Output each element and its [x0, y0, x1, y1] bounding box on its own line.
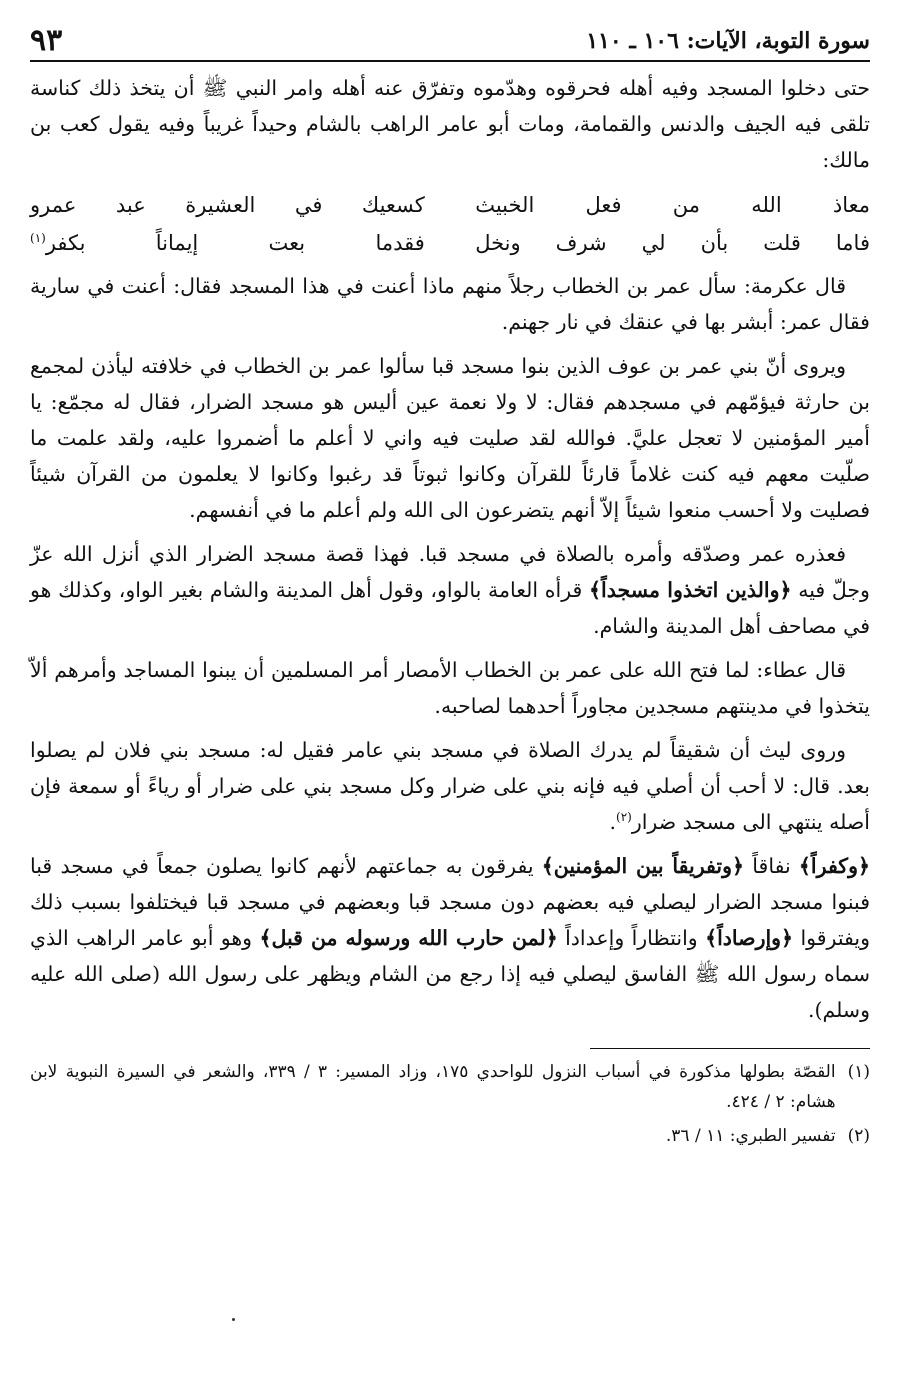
poem-verse: [30, 224, 870, 262]
paragraph: [30, 70, 870, 178]
page-number: ٩٣: [30, 23, 63, 58]
main-text: [30, 70, 870, 1028]
page-header: [30, 22, 870, 62]
verse-first-half: فاما قلت بأن لي شرف ونخل: [475, 231, 870, 255]
footnote-number: (١): [847, 1062, 870, 1082]
paragraph: [30, 268, 870, 340]
paragraph-text: قال عكرمة: سأل عمر بن الخطاب رجلاً منهم ماذا أعنت في هذا المسجد فقال: أعنت في سارية فقال عمر: أبشر بها في عنقك في نار جهنم.: [30, 274, 870, 334]
verse-second-half: كسعيك في العشيرة عبد عمرو: [30, 193, 425, 217]
paragraph: [30, 652, 870, 724]
paragraph-text: وانتظاراً وإعداداً: [565, 926, 698, 950]
paragraph-text: ويروى أنّ بني عمر بن عوف الذين بنوا مسجد قبا سألوا عمر بن الخطاب في خلافته ليأذن لمجمع بن حارثة فيؤمّهم في مسجدهم فقال: لا ولا نعمة عين أليس هو مسجد الضرار، فقال له مجمّع: يا أمير المؤمنين لا تعجل عليَّ. فوالله لقد صليت فيه واني لا أعلم ما أضمروا عليه، ولقد علمت ما صلّيت معهم فيه كنت غلاماً قارئاً للقرآن وكانوا ثبوتاً قد رغبوا وكانوا لا يعلمون من القرآن شيئاً فصليت ولا أحسب منعوا شيئاً إلاّ أنهم يتضرعون الى الله ولم أعلم ما في أنفسهم.: [30, 354, 870, 522]
book-page: [30, 22, 870, 1342]
poem-verse: [30, 186, 870, 224]
footnote-marker: (١): [30, 231, 46, 245]
footnote: [30, 1057, 870, 1117]
quran-quote: ﴿والذين اتخذوا مسجداً﴾: [589, 578, 792, 602]
paragraph-text: يفرقون به جماعتهم لأنهم كانوا يصلون جمعاً في مسجد قبا فبنوا مسجد الضرار ليصلي فيه بعضهم دون مسجد قبا وبعضهم في مسجد قبا فيختلفوا بسبب ذلك ويفترقوا: [30, 854, 870, 950]
quran-quote: ﴿وتفريقاً بين المؤمنين﴾: [541, 854, 745, 878]
paragraph: [30, 348, 870, 528]
poem: [30, 186, 870, 262]
footnote: [30, 1121, 870, 1151]
paragraph-text: حتى دخلوا المسجد وفيه أهله فحرقوه وهدّموه وتفرّق عنه أهله وامر النبي ﷺ أن يتخذ ذلك كناسة تلقى فيه الجيف والدنس والقمامة، ومات أبو عامر الراهب بالشام وحيداً غريباً وفيه يقول كعب بن مالك:: [30, 76, 870, 172]
paragraph-text: نفاقاً: [752, 854, 791, 878]
paragraph-text: قرأه العامة بالواو، وقول أهل المدينة والشام بغير الواو، وكذلك هو في مصاحف أهل المدينة والشام.: [30, 578, 870, 638]
quran-quote: ﴿لمن حارب الله ورسوله من قبل﴾: [259, 926, 558, 950]
quran-quote: ﴿وكفراً﴾: [798, 854, 870, 878]
paragraph: وروى ليث أن شقيقاً لم يدرك الصلاة في مسجد بني عامر فقيل له: مسجد بني فلان لم يصلوا بعد. قال: لا أحب أن أصلي فيه فإنه بني على ضرار وكل مسجد بني على ضرار أو رياءً أو سمعة فإن أصله ينتهي الى مسجد ضرار$^{(٢)}$.: [30, 738, 870, 834]
footnote-text: القصّة بطولها مذكورة في أسباب النزول للواحدي ١٧٥، وزاد المسير: ٣ / ٣٣٩، والشعر في السيرة النبوية لابن هشام: ٢ / ٤٢٤.: [30, 1062, 836, 1112]
ink-speck: [232, 1318, 235, 1321]
quran-quote: ﴿وإرصاداً﴾: [705, 926, 794, 950]
verse-first-half: معاذ الله من فعل الخبيث: [475, 193, 870, 217]
verse-second-half: [30, 224, 425, 262]
paragraph-text: وروى ليث أن شقيقاً لم يدرك الصلاة في مسجد بني عامر فقيل له: مسجد بني فلان لم يصلوا بعد. قال: لا أحب أن أصلي فيه فإنه بني على ضرار وكل مسجد بني على ضرار أو رياءً أو سمعة فإن أصله ينتهي الى مسجد ضرار: [30, 738, 870, 834]
footnotes: [30, 1057, 870, 1151]
paragraph-text: قال عطاء: لما فتح الله على عمر بن الخطاب الأمصار أمر المسلمين أن يبنوا المساجد وأمرهم ألاّ يتخذوا في مدينتهم مسجدين مجاوراً أحدهما لصاحبه.: [30, 658, 870, 718]
footnote-text: تفسير الطبري: ١١ / ٣٦.: [665, 1126, 836, 1146]
footnote-divider: [590, 1048, 870, 1049]
footnote-number: (٢): [847, 1126, 870, 1146]
paragraph-text: فعذره عمر وصدّقه وأمره بالصلاة في مسجد قبا. فهذا قصة مسجد الضرار الذي أنزل الله عزّ وجلّ فيه: [30, 542, 870, 602]
paragraph: [30, 848, 870, 1028]
verse-second-half-text: فقدما بعت إيماناً بكفر: [45, 231, 425, 255]
paragraph: [30, 536, 870, 644]
running-title: سورة التوبة، الآيات: ١٠٦ ـ ١١٠: [586, 28, 870, 54]
paragraph-text: وهو أبو عامر الراهب الذي سماه رسول الله ﷺ الفاسق ليصلي فيه إذا رجع من الشام ويظهر على رسول الله (صلى الله عليه وسلم).: [30, 926, 870, 1022]
footnote-marker: (٢): [616, 810, 632, 825]
